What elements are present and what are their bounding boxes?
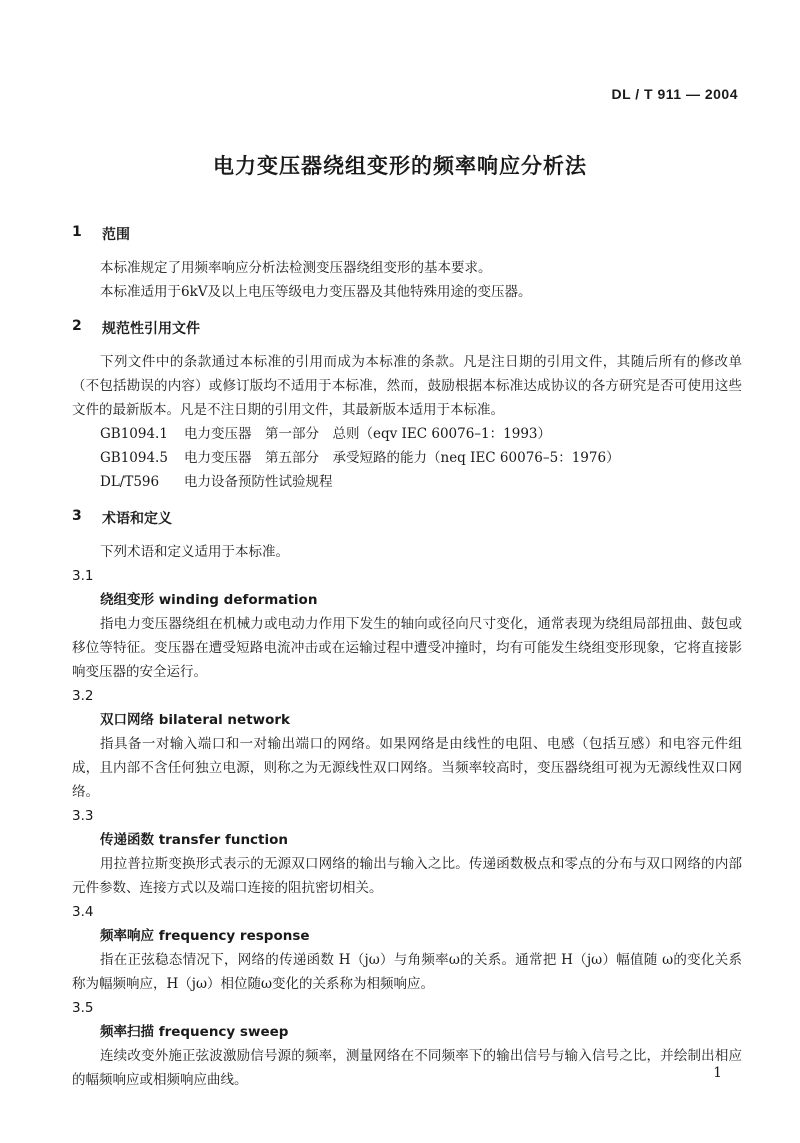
term-title: 频率扫描 frequency sweep bbox=[100, 1024, 289, 1040]
reference-code: GB1094.5 bbox=[100, 450, 168, 466]
section-terms-definitions bbox=[72, 508, 742, 1092]
clause-number: 3.1 bbox=[72, 568, 94, 584]
term-definition: 用拉普拉斯变换形式表示的无源双口网络的输出与输入之比。传递函数极点和零点的分布与双口网络的内部元件参数、连接方式以及端口连接的阻抗密切相关。 bbox=[72, 856, 742, 896]
reference-item bbox=[72, 446, 742, 470]
clause-number: 3.3 bbox=[72, 808, 94, 824]
term-title: 绕组变形 winding deformation bbox=[100, 592, 318, 608]
section-normative-references bbox=[72, 318, 742, 494]
term-entry bbox=[72, 996, 742, 1092]
term-title: 双口网络 bilateral network bbox=[100, 712, 291, 728]
paragraph: 下列术语和定义适用于本标准。 bbox=[100, 544, 289, 560]
clause-number: 3.2 bbox=[72, 688, 94, 704]
reference-code: DL/T596 bbox=[100, 474, 160, 490]
document-body bbox=[72, 224, 742, 1106]
section-number: 1 bbox=[72, 224, 82, 240]
term-entry bbox=[72, 900, 742, 996]
term-entry bbox=[72, 564, 742, 684]
section-title: 范围 bbox=[102, 227, 130, 243]
reference-item bbox=[72, 422, 742, 446]
term-entry bbox=[72, 804, 742, 900]
section-title: 规范性引用文件 bbox=[102, 321, 200, 337]
term-definition: 指在正弦稳态情况下，网络的传递函数 H（jω）与角频率ω的关系。通常把 H（jω）幅值随 ω的变化关系称为幅频响应，H（jω）相位随ω变化的关系称为相频响应。 bbox=[72, 952, 742, 992]
clause-number: 3.5 bbox=[72, 1000, 94, 1016]
reference-item bbox=[72, 470, 742, 494]
section-title: 术语和定义 bbox=[102, 511, 172, 527]
reference-code: GB1094.1 bbox=[100, 426, 168, 442]
term-title: 频率响应 frequency response bbox=[100, 928, 310, 944]
section-scope bbox=[72, 224, 742, 304]
reference-text: 电力变压器 第一部分 总则（eqv IEC 60076–1：1993） bbox=[184, 426, 551, 442]
section-heading bbox=[72, 318, 742, 338]
term-definition: 指电力变压器绕组在机械力或电动力作用下发生的轴向或径向尺寸变化，通常表现为绕组局部扭曲、鼓包或移位等特征。变压器在遭受短路电流冲击或在运输过程中遭受冲撞时，均有可能发生绕组变形现象，它将直接影响变压器的安全运行。 bbox=[72, 616, 742, 680]
term-definition: 指具备一对输入端口和一对输出端口的网络。如果网络是由线性的电阻、电感（包括互感）和电容元件组成，且内部不含任何独立电源，则称之为无源线性双口网络。当频率较高时，变压器绕组可视为无源线性双口网络。 bbox=[72, 736, 742, 800]
standard-number: DL / T 911 — 2004 bbox=[611, 86, 738, 102]
paragraph: 下列文件中的条款通过本标准的引用而成为本标准的条款。凡是注日期的引用文件，其随后所有的修改单（不包括勘误的内容）或修订版均不适用于本标准，然而，鼓励根据本标准达成协议的各方研究是否可使用这些文件的最新版本。凡是不注日期的引用文件，其最新版本适用于本标准。 bbox=[72, 354, 742, 418]
section-heading bbox=[72, 224, 742, 244]
reference-text: 电力设备预防性试验规程 bbox=[184, 474, 333, 490]
clause-number: 3.4 bbox=[72, 904, 94, 920]
term-title: 传递函数 transfer function bbox=[100, 832, 289, 848]
paragraph: 本标准适用于6kV及以上电压等级电力变压器及其他特殊用途的变压器。 bbox=[100, 284, 532, 300]
section-number: 3 bbox=[72, 508, 82, 524]
term-definition: 连续改变外施正弦波激励信号源的频率，测量网络在不同频率下的输出信号与输入信号之比，并绘制出相应的幅频响应或相频响应曲线。 bbox=[72, 1048, 742, 1088]
page-number: 1 bbox=[713, 1065, 722, 1081]
paragraph: 本标准规定了用频率响应分析法检测变压器绕组变形的基本要求。 bbox=[100, 260, 492, 276]
reference-text: 电力变压器 第五部分 承受短路的能力（neq IEC 60076–5：1976） bbox=[184, 450, 620, 466]
document-title: 电力变压器绕组变形的频率响应分析法 bbox=[213, 154, 587, 178]
section-heading bbox=[72, 508, 742, 528]
section-number: 2 bbox=[72, 318, 82, 334]
term-entry bbox=[72, 684, 742, 804]
